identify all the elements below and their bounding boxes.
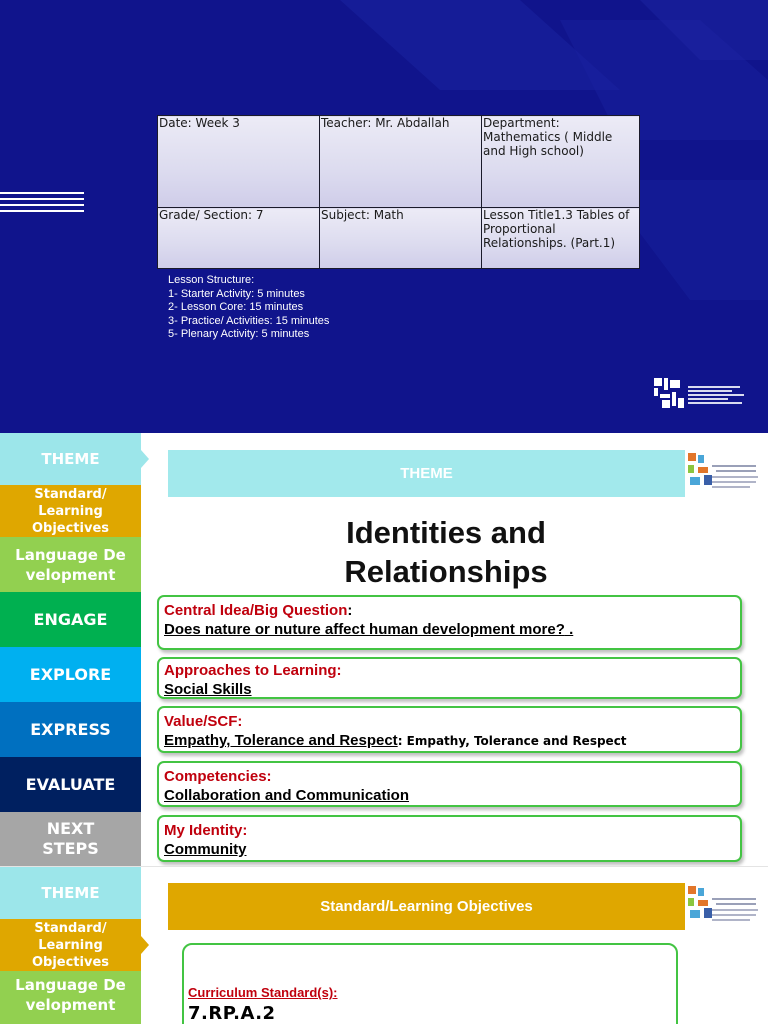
sidebar-item-objectives[interactable] <box>0 485 141 537</box>
title-line: Relationships <box>344 554 548 589</box>
card-value: Does nature or nuture affect human development more? <box>164 621 565 638</box>
sidebar-item-evaluate[interactable] <box>0 757 141 812</box>
card-value: Collaboration and Communication <box>164 787 410 804</box>
sidebar-item-objectives[interactable] <box>0 919 141 971</box>
card-label-colon: : <box>347 602 353 619</box>
card-value: Community <box>164 841 247 858</box>
lesson-structure-heading: Lesson Structure: <box>168 274 255 286</box>
objectives-header-bar: Standard/Learning Objectives <box>168 883 685 930</box>
curriculum-label: Curriculum Standard(s): <box>188 985 338 1000</box>
lesson-structure <box>168 274 329 342</box>
card-label: Value/SCF: <box>164 713 243 730</box>
sidebar-item-label: Standard/ Learning Objectives <box>31 486 110 536</box>
card-label: My Identity: <box>164 822 248 839</box>
sidebar-item-label: Language Development <box>15 545 126 584</box>
slide-3-objectives <box>0 866 768 1024</box>
card-value: Social Skills <box>164 681 252 698</box>
value-scf-card <box>157 706 742 753</box>
lesson-structure-item: 3- Practice/ Activities: 15 minutes <box>168 314 330 327</box>
page-title <box>246 513 646 591</box>
active-pointer-icon <box>141 450 149 468</box>
sidebar-item-label: EXPLORE <box>29 665 112 684</box>
lesson-structure-item: 2- Lesson Core: 15 minutes <box>168 301 304 313</box>
sidebar-item-label: ENGAGE <box>33 610 108 629</box>
lesson-title-cell: Lesson Title1.3 Tables of Proportional Relationships. (Part.1) <box>482 208 640 269</box>
subject-cell: Subject: Math <box>320 208 482 269</box>
theme-header-bar: THEME <box>168 450 685 497</box>
academy-logo-text <box>712 896 762 926</box>
grade-cell: Grade/ Section: 7 <box>158 208 320 269</box>
card-label: Approaches to Learning: <box>164 662 342 679</box>
card-label: Competencies: <box>164 768 272 785</box>
card-value-extra: : Empathy, Tolerance and Respect <box>397 734 627 748</box>
sidebar-nav <box>0 433 141 866</box>
sidebar-item-language[interactable] <box>0 537 141 592</box>
sidebar-item-theme[interactable] <box>0 433 141 485</box>
sidebar-item-label: EVALUATE <box>25 775 116 794</box>
academy-logo-icon <box>652 376 686 412</box>
approaches-card <box>157 657 742 699</box>
academy-logo-text <box>688 386 746 406</box>
sidebar-item-label: THEME <box>41 884 100 902</box>
competencies-card <box>157 761 742 807</box>
sidebar-item-engage[interactable] <box>0 592 141 647</box>
slide-1-lesson-info <box>0 0 768 433</box>
sidebar-item-theme[interactable] <box>0 867 141 919</box>
sidebar-item-label: THEME <box>41 450 100 468</box>
menu-lines-icon <box>0 192 84 216</box>
active-pointer-icon <box>141 936 149 954</box>
date-cell: Date: Week 3 <box>158 116 320 208</box>
lesson-info-table <box>157 115 640 269</box>
my-identity-card <box>157 815 742 862</box>
card-label: Central Idea/Big Question <box>164 602 348 619</box>
sidebar-nav <box>0 867 141 1024</box>
sidebar-item-label: Standard/ Learning Objectives <box>31 920 110 970</box>
teacher-cell: Teacher: Mr. Abdallah <box>320 116 482 208</box>
sidebar-item-next-steps[interactable] <box>0 812 141 866</box>
card-value-extra: . <box>564 621 574 638</box>
curriculum-code: 7.RP.A.2 <box>188 1003 276 1024</box>
sidebar-item-label: EXPRESS <box>30 720 111 739</box>
sidebar-item-express[interactable] <box>0 702 141 757</box>
slide-2-theme <box>0 433 768 866</box>
sidebar-item-language[interactable] <box>0 971 141 1024</box>
lesson-structure-item: 1- Starter Activity: 5 minutes <box>168 287 305 300</box>
card-value: Empathy, Tolerance and Respect <box>164 732 398 749</box>
sidebar-item-label: Language Development <box>15 976 126 1014</box>
academy-logo-text <box>712 463 762 493</box>
lesson-structure-item: 5- Plenary Activity: 5 minutes <box>168 328 310 340</box>
department-cell: Department: Mathematics ( Middle and High school) <box>482 116 640 208</box>
title-line: Identities and <box>346 515 546 550</box>
sidebar-item-explore[interactable] <box>0 647 141 702</box>
central-idea-card <box>157 595 742 650</box>
sidebar-item-label: NEXT STEPS <box>42 819 99 858</box>
